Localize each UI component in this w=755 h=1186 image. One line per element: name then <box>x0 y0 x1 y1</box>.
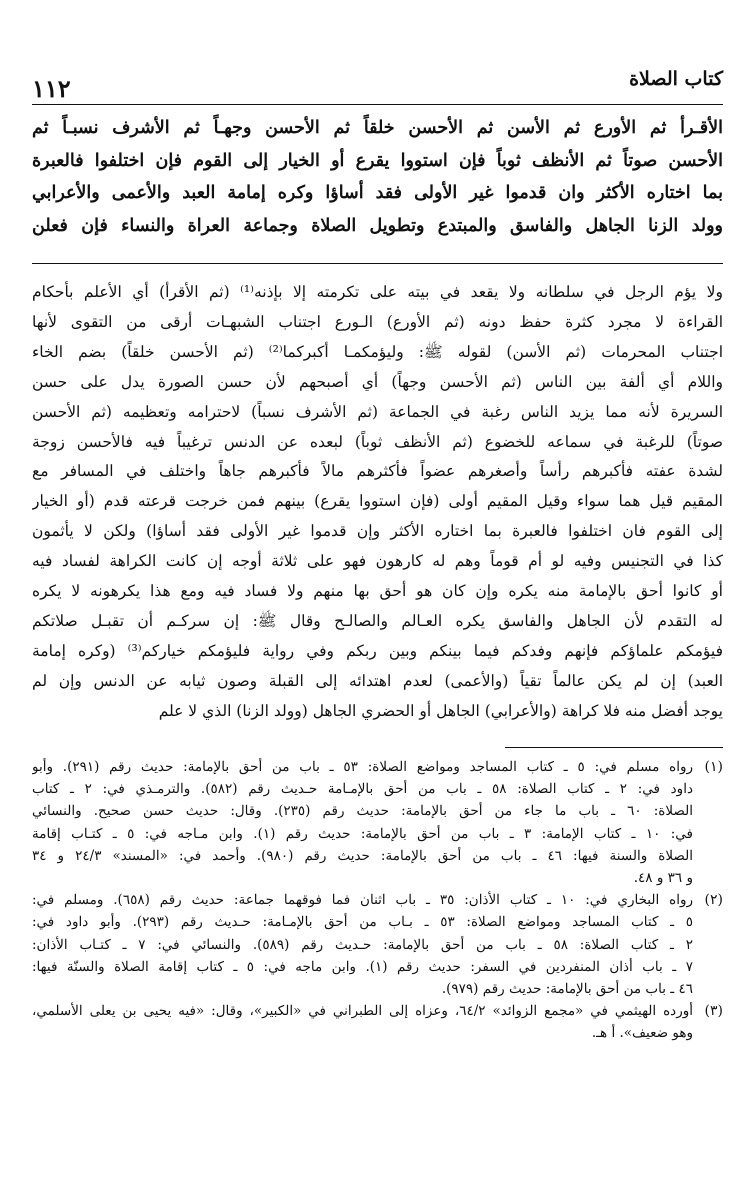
matn-separator <box>32 263 723 264</box>
footnote-line: و ٣٦ و ٤٨. <box>633 870 693 887</box>
sharh-line: يوجد أفضل منه فلا كراهة (والأعرابي) الجاهل أو الحضري الجاهل (وولد الزنا) الذي لا علم <box>158 701 723 720</box>
footnote-line: رواه مسلم في: ٥ ـ كتاب المساجد ومواضع الصلاة: ٥٣ ـ باب من أحق بالإمامة: حديث رقم (٢٩١). وأبو <box>32 759 693 775</box>
footnote-line: وهو ضعيف». أ هـ. <box>591 1025 693 1042</box>
sharh-line: السريرة لأنه مما يزيد الناس رغبة في الجماعة (ثم الأشرف نسباً) لاحترامه وتعظيمه (ثم الأحسن <box>32 402 723 421</box>
sharh-line: له التقدم لأن الجاهل والفاسق يكره العـالم والصالـح وقال ﷺ: إن سركـم أن تقبـل صلاتكم <box>32 611 723 630</box>
footnote-line: في: ١٠ ـ كتاب الإمامة: ٣ ـ باب من أحق بالإمامة: حديث رقم (١). وابن مـاجه في: ٥ ـ كتـاب إقامة <box>32 825 693 842</box>
footnote-2 <box>32 889 723 1000</box>
footnote-line: أورده الهيثمي في «مجمع الزوائد» ٦٤/٢، وعزاه إلى الطبراني في «الكبير»، وقال: «فيه يحيى بن يعلى الأسلمي، <box>32 1003 693 1020</box>
footnote-line: ٥ ـ كتاب المساجد ومواضع الصلاة: ٥٣ ـ بـاب من أحق بالإمـامة: حـديث رقم (٢٩٣). وأبو داود في: <box>32 914 693 931</box>
matn-line: الأحسن صوتاً ثم الأنظف ثوباً فإن استووا يقرع أو الخيار إلى القوم فإن اختلفوا فالعبرة <box>32 150 723 171</box>
sharh-line: القراءة لا مجرد كثرة حفظ دونه (ثم الأورع) الـورع اجتناب الشبهـات أرقى من التقوى لأنها <box>32 312 723 331</box>
footnote-number: (٣) <box>704 1003 723 1020</box>
sharh-line: صوتاً) للرغبة في سماعه للخضوع (ثم الأنظف ثوباً) لبعده عن الدنس ترغيباً فيه فالأحسن زوجة <box>32 432 723 451</box>
footnote-line: الصلاة والسنة فيها: ٤٦ ـ باب من أحق بالإمامة: حديث رقم (٩٨٠). وأحمد في: «المسند» ٢٤/٣ و ٣٤ <box>32 847 693 864</box>
chapter-title: كتاب الصلاة <box>629 68 723 90</box>
sharh-line: إلى القوم فان اختلفوا فالعبرة بما اختاره الأكثر وإن قدموا غير الأولى فقد أساؤا) ولكن لا يأثمون <box>32 522 723 541</box>
footnote-line: داود في: ٢ ـ كتاب الصلاة: ٥٨ ـ باب من أحق بالإمـامة حـديث رقم (٥٨٢). والترمـذي في: ٢ ـ كتاب <box>32 781 693 798</box>
sharh-line: المقيم قيل هما سواء وقيل المقيم أولى (فإن استووا يقرع) بينهم فمن خرجت قرعته قدم (أو الخيار <box>32 492 723 511</box>
footnote-line: ٢ ـ كتاب الصلاة: ٥٨ ـ باب من أحق بالإمامة: حـديث رقم (٥٨٩). والنسائي في: ٧ ـ كتـاب الأذان: <box>32 936 693 953</box>
footnote-line: ٧ ـ باب أذان المنفردين في السفر: حديث رقم (١). وابن ماجه في: ٥ ـ كتاب إقامة الصلاة والسنّة فيها: <box>32 958 693 975</box>
sharh-line: العبد) إن لم يكن عالماً تقياً (والأعمى) لعدم اهتدائه إلى القبلة وصون ثيابه عن الدنس وإن لم <box>32 671 723 690</box>
sharh-line: أو كانوا أحق بالإمامة منه يكره وإن كان هو أحق بها منهم ولا فساد فيه ومع هذا يكرهونه لا يكره <box>32 582 723 601</box>
matn-line: بما اختاره الأكثر وان قدموا غير الأولى فقد أساؤا وكره إمامة العبد والأعمى والأعرابي <box>32 183 723 203</box>
header-rule <box>32 104 723 105</box>
sharh-line: واللام أي ألفة بين الناس (ثم الأحسن وجهاً) أي أصبحهم لأن حسن الصورة يدل على حسن <box>32 372 723 391</box>
page-number: ١١٢ <box>32 74 71 103</box>
matn-text <box>32 112 723 242</box>
footnote-number: (١) <box>704 759 723 775</box>
running-header <box>32 64 723 106</box>
footnote-1 <box>32 756 723 889</box>
sharh-line: لشدة عفته فأكبرهم رأساً وأصغرهم عضواً فأكثرهم مالاً فأكبرهم جاهاً واختلف في المسافر مع <box>32 462 723 481</box>
footnote-rule <box>505 747 723 748</box>
sharh-line: ولا يؤم الرجل في سلطانه ولا يقعد في بيته على تكرمته إلا بإذنه⁽¹⁾ (ثم الأقرأ) أي الأعلم بأحكام <box>32 283 723 301</box>
sharh-line: كذا في التجنيس وفيه لو أم قوماً وهم له كارهون فهو على ثلاثة أوجه إن كانت الكراهة لفساد فيه <box>32 552 723 571</box>
footnotes <box>32 756 723 1045</box>
sharh-line: اجتناب المحرمات (ثم الأسن) لقوله ﷺ: وليؤمكمـا أكبركما⁽²⁾ (ثم الأحسن خلقاً) بضم الخاء <box>32 342 723 361</box>
sharh-line: فيؤمكم علماؤكم فإنهم وفدكم فيما بينكم وبين ربكم وفي رواية فليؤمكم خياركم⁽³⁾ (وكره إمامة <box>32 641 723 660</box>
footnote-line: رواه البخاري في: ١٠ ـ كتاب الأذان: ٣٥ ـ باب اثنان فما فوقهما جماعة: حديث رقم (٦٥٨). ومسلم في: <box>32 892 693 909</box>
footnote-number: (٢) <box>704 892 723 909</box>
matn-line: وولد الزنا الجاهل والفاسق والمبتدع وتطويل الصلاة وجماعة العراة والنساء فإن فعلن <box>32 215 723 236</box>
matn-line: الأقـرأ ثم الأورع ثم الأسن ثم الأحسن خلقاً ثم الأحسن وجهـاً ثم الأشرف نسبـاً ثم <box>32 118 723 138</box>
sharh-text <box>32 278 723 727</box>
footnote-line: الصلاة: ٦٠ ـ باب ما جاء من أحق بالإمامة: حديث رقم (٢٣٥). وقال: حديث حسن صحيح. والنسائي <box>32 803 693 820</box>
footnote-line: ٤٦ ـ باب من أحق بالإمامة: حديث رقم (٩٧٩). <box>441 981 693 998</box>
footnote-3 <box>32 1000 723 1044</box>
